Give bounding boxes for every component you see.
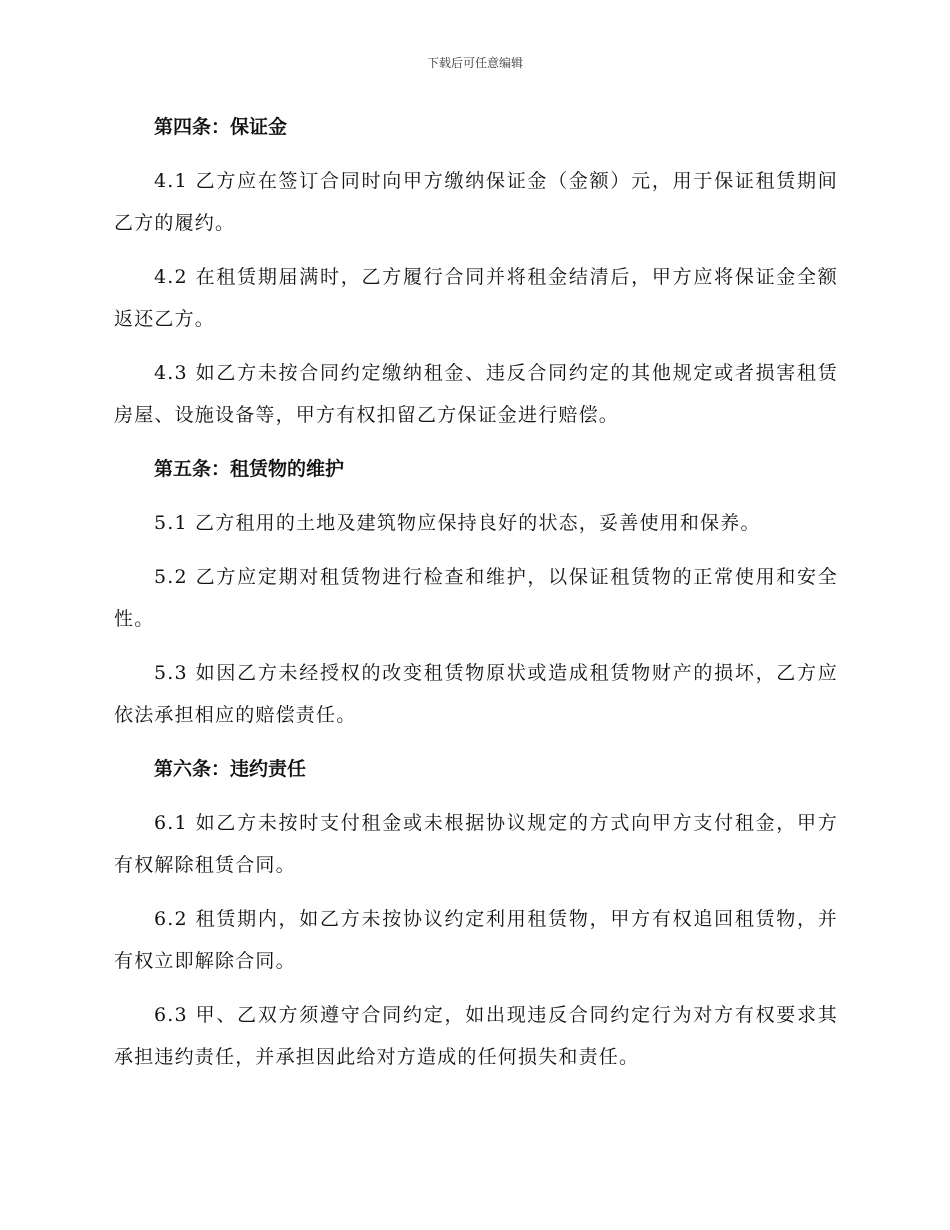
clause-paragraph: 6.2 租赁期内，如乙方未按协议约定利用租赁物，甲方有权追回租赁物，并有权立即解除合同。 <box>114 908 838 972</box>
clause-paragraph: 5.3 如因乙方未经授权的改变租赁物原状或造成租赁物财产的损坏，乙方应依法承担相应的赔偿责任。 <box>114 662 838 726</box>
section-article-6 <box>114 748 838 1078</box>
clause-paragraph: 4.3 如乙方未按合同约定缴纳租金、违反合同约定的其他规定或者损害租赁房屋、设施设备等，甲方有权扣留乙方保证金进行赔偿。 <box>114 362 838 426</box>
section-heading: 第四条：保证金 <box>154 116 288 138</box>
clause-paragraph: 5.1 乙方租用的土地及建筑物应保持良好的状态，妥善使用和保养。 <box>154 512 761 534</box>
section-heading: 第六条：违约责任 <box>154 758 307 780</box>
clause-paragraph: 6.3 甲、乙双方须遵守合同约定，如出现违反合同约定行为对方有权要求其承担违约责任，并承担因此给对方造成的任何损失和责任。 <box>114 1004 838 1068</box>
document-body <box>114 106 838 1078</box>
section-article-5 <box>114 448 838 736</box>
section-article-4 <box>114 106 838 436</box>
clause-paragraph: 5.2 乙方应定期对租赁物进行检查和维护，以保证租赁物的正常使用和安全性。 <box>114 566 838 630</box>
clause-paragraph: 4.1 乙方应在签订合同时向甲方缴纳保证金（金额）元，用于保证租赁期间乙方的履约。 <box>114 170 838 234</box>
section-heading: 第五条：租赁物的维护 <box>154 458 345 480</box>
page-header-note: 下载后可任意编辑 <box>426 56 523 70</box>
clause-paragraph: 6.1 如乙方未按时支付租金或未根据协议规定的方式向甲方支付租金，甲方有权解除租赁合同。 <box>114 812 838 876</box>
clause-paragraph: 4.2 在租赁期届满时，乙方履行合同并将租金结清后，甲方应将保证金全额返还乙方。 <box>114 266 838 330</box>
